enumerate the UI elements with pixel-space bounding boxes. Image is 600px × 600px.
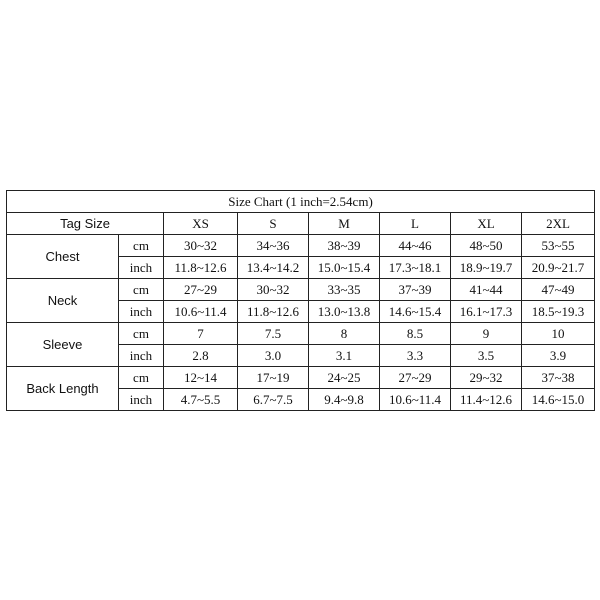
table-cell: 9.4~9.8	[309, 389, 380, 411]
table-cell: 3.0	[238, 345, 309, 367]
table-cell: 38~39	[309, 235, 380, 257]
table-cell: 44~46	[380, 235, 451, 257]
table-cell: 37~38	[522, 367, 595, 389]
table-cell: 27~29	[380, 367, 451, 389]
table-cell: 11.4~12.6	[451, 389, 522, 411]
table-row	[7, 367, 595, 389]
table-cell: 8	[309, 323, 380, 345]
unit-label: inch	[119, 301, 164, 323]
table-cell: 17~19	[238, 367, 309, 389]
table-cell: 24~25	[309, 367, 380, 389]
table-cell: 17.3~18.1	[380, 257, 451, 279]
unit-label: cm	[119, 279, 164, 301]
table-cell: 48~50	[451, 235, 522, 257]
table-cell: 27~29	[164, 279, 238, 301]
table-cell: 13.4~14.2	[238, 257, 309, 279]
table-row	[7, 323, 595, 345]
header-row	[7, 213, 595, 235]
measurement-label: Chest	[7, 235, 119, 279]
table-cell: 30~32	[238, 279, 309, 301]
title-row	[7, 191, 595, 213]
table-cell: 12~14	[164, 367, 238, 389]
size-header: L	[380, 213, 451, 235]
table-cell: 33~35	[309, 279, 380, 301]
table-cell: 4.7~5.5	[164, 389, 238, 411]
table-cell: 2.8	[164, 345, 238, 367]
unit-label: inch	[119, 345, 164, 367]
table-row	[7, 279, 595, 301]
table-cell: 34~36	[238, 235, 309, 257]
table-cell: 8.5	[380, 323, 451, 345]
size-header: M	[309, 213, 380, 235]
table-cell: 47~49	[522, 279, 595, 301]
table-cell: 13.0~13.8	[309, 301, 380, 323]
size-header: XL	[451, 213, 522, 235]
unit-label: cm	[119, 323, 164, 345]
size-header: 2XL	[522, 213, 595, 235]
measurement-label: Sleeve	[7, 323, 119, 367]
unit-label: cm	[119, 367, 164, 389]
table-cell: 30~32	[164, 235, 238, 257]
table-cell: 10.6~11.4	[380, 389, 451, 411]
unit-label: inch	[119, 389, 164, 411]
table-cell: 14.6~15.0	[522, 389, 595, 411]
size-header: XS	[164, 213, 238, 235]
table-cell: 18.5~19.3	[522, 301, 595, 323]
table-cell: 7	[164, 323, 238, 345]
tag-size-header: Tag Size	[7, 213, 164, 235]
table-cell: 15.0~15.4	[309, 257, 380, 279]
table-cell: 14.6~15.4	[380, 301, 451, 323]
table-cell: 37~39	[380, 279, 451, 301]
table-cell: 53~55	[522, 235, 595, 257]
table-cell: 3.9	[522, 345, 595, 367]
table-title: Size Chart (1 inch=2.54cm)	[7, 191, 595, 213]
table-cell: 6.7~7.5	[238, 389, 309, 411]
table-cell: 3.5	[451, 345, 522, 367]
table-row	[7, 235, 595, 257]
table-cell: 11.8~12.6	[238, 301, 309, 323]
measurement-label: Neck	[7, 279, 119, 323]
size-chart-table	[6, 190, 595, 411]
table-cell: 11.8~12.6	[164, 257, 238, 279]
table-cell: 3.1	[309, 345, 380, 367]
table-cell: 10.6~11.4	[164, 301, 238, 323]
table-cell: 18.9~19.7	[451, 257, 522, 279]
table-cell: 7.5	[238, 323, 309, 345]
unit-label: cm	[119, 235, 164, 257]
size-header: S	[238, 213, 309, 235]
table-cell: 3.3	[380, 345, 451, 367]
table-cell: 41~44	[451, 279, 522, 301]
table-cell: 9	[451, 323, 522, 345]
table-cell: 20.9~21.7	[522, 257, 595, 279]
table-cell: 16.1~17.3	[451, 301, 522, 323]
unit-label: inch	[119, 257, 164, 279]
measurement-label: Back Length	[7, 367, 119, 411]
table-cell: 10	[522, 323, 595, 345]
table-cell: 29~32	[451, 367, 522, 389]
